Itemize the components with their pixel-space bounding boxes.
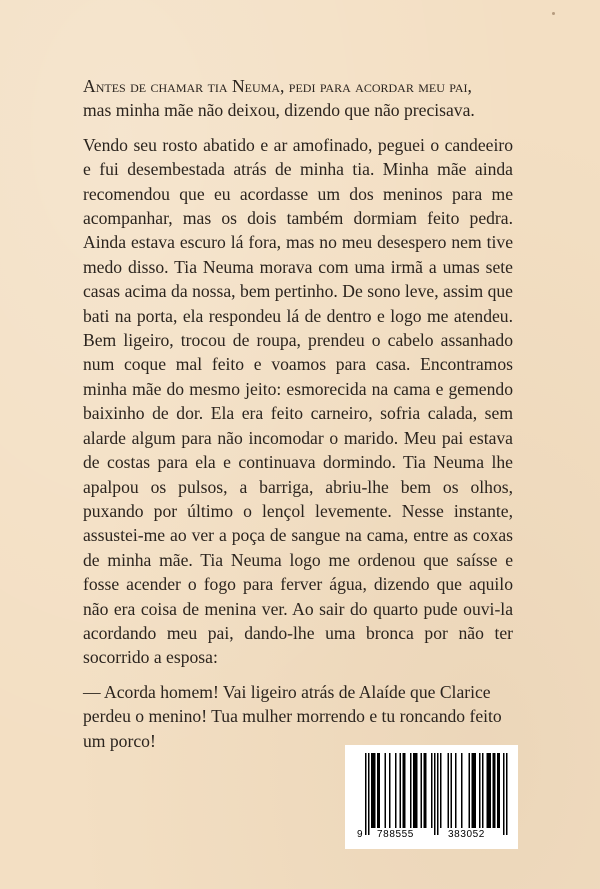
barcode-bar bbox=[371, 753, 373, 828]
barcode-group-left: 788555 bbox=[377, 829, 414, 840]
barcode-bar bbox=[400, 753, 402, 828]
barcode-bar bbox=[488, 753, 490, 828]
barcode-bar bbox=[494, 753, 496, 828]
isbn-barcode bbox=[345, 745, 518, 849]
barcode-bar bbox=[506, 753, 508, 835]
barcode-bar bbox=[482, 753, 484, 828]
barcode-bar bbox=[373, 753, 375, 828]
barcode-bar bbox=[421, 753, 423, 828]
barcode-bar bbox=[395, 753, 397, 828]
barcode-bar bbox=[377, 753, 379, 828]
paragraph-1 bbox=[83, 74, 513, 123]
barcode-bar bbox=[389, 753, 391, 828]
barcode-bar bbox=[374, 753, 376, 828]
barcode-bar bbox=[487, 753, 489, 828]
barcode-bar bbox=[437, 753, 439, 835]
barcode-bar bbox=[385, 753, 387, 828]
barcode-bar bbox=[434, 753, 436, 835]
barcode-bar bbox=[497, 753, 499, 828]
barcode-bar bbox=[379, 753, 381, 828]
barcode-bar bbox=[479, 753, 481, 828]
barcode-bar bbox=[403, 753, 405, 828]
barcode-bar bbox=[503, 753, 505, 835]
barcode-bar bbox=[425, 753, 427, 828]
barcode-bar bbox=[469, 753, 471, 828]
paragraph-1-smallcaps: Antes de chamar tia Neuma, pedi para acordar meu pai, bbox=[83, 76, 472, 96]
barcode-bars bbox=[345, 745, 518, 849]
barcode-bar bbox=[440, 753, 442, 828]
barcode-bar bbox=[473, 753, 475, 828]
barcode-bar bbox=[413, 753, 415, 828]
barcode-bar bbox=[448, 753, 450, 828]
barcode-bar bbox=[499, 753, 501, 828]
barcode-bar bbox=[461, 753, 463, 828]
barcode-digit-prefix: 9 bbox=[357, 829, 364, 840]
barcode-bar bbox=[451, 753, 453, 828]
barcode-bar bbox=[490, 753, 492, 828]
barcode-bar bbox=[455, 753, 457, 828]
barcode-group-right: 383052 bbox=[448, 829, 485, 840]
barcode-bar bbox=[424, 753, 426, 828]
barcode-bar bbox=[431, 753, 433, 828]
barcode-bar bbox=[365, 753, 367, 835]
barcode-bar bbox=[493, 753, 495, 828]
barcode-bar bbox=[416, 753, 418, 828]
barcode-bar bbox=[472, 753, 474, 828]
barcode-bar bbox=[404, 753, 406, 828]
paragraph-1-rest: mas minha mãe não deixou, dizendo que não precisava. bbox=[83, 100, 475, 121]
paragraph-2: Vendo seu rosto abatido e ar amofinado, peguei o candeeiro e fui desembestada atrás de minha tia. Minha mãe ainda recomendou que eu acordasse um dos meninos para me acompanhar, mas os dois também dormiam feito pedra. Ainda estava escuro lá fora, mas no meu desespero nem tive medo disso. Tia Neuma morava com uma irmã a umas sete casas acima da nossa, bem pertinho. De sono leve, assim que bati na porta, ela respondeu lá de dentro e logo me atendeu. Bem ligeiro, trocou de roupa, prendeu o cabelo assanhado num coque mal feito e voamos para casa. Encontramos minha mãe do mesmo jeito: esmorecida na cama e gemendo baixinho de dor. Ela era feito carneiro, sofria calada, sem alarde algum para não incomodar o marido. Meu pai estava de costas para ela e continuava dormindo. Tia Neuma lhe apalpou os pulsos, a barriga, abriu-lhe bem os olhos, puxando por último o lençol levemente. Nesse instante, assustei-me ao ver a poça de sangue na cama, entre as coxas de minha mãe. Tia Neuma logo me ordenou que saísse e fosse acender o fogo para ferver água, dizendo que aquilo não era coisa de menina ver. Ao sair do quarto pude ouvi-la acordando meu pai, dando-lhe uma bronca por não ter socorrido a esposa: bbox=[83, 134, 513, 668]
paper-speck bbox=[552, 12, 555, 15]
barcode-bar bbox=[410, 753, 412, 828]
body-text bbox=[83, 74, 513, 753]
paragraph-3: — Acorda homem! Vai ligeiro atrás de Alaíde que Clarice perdeu o menino! Tua mulher morrendo e tu roncando feito um porco! bbox=[83, 681, 502, 751]
barcode-bar bbox=[368, 753, 370, 835]
barcode-bar bbox=[475, 753, 477, 828]
barcode-bar bbox=[415, 753, 417, 828]
